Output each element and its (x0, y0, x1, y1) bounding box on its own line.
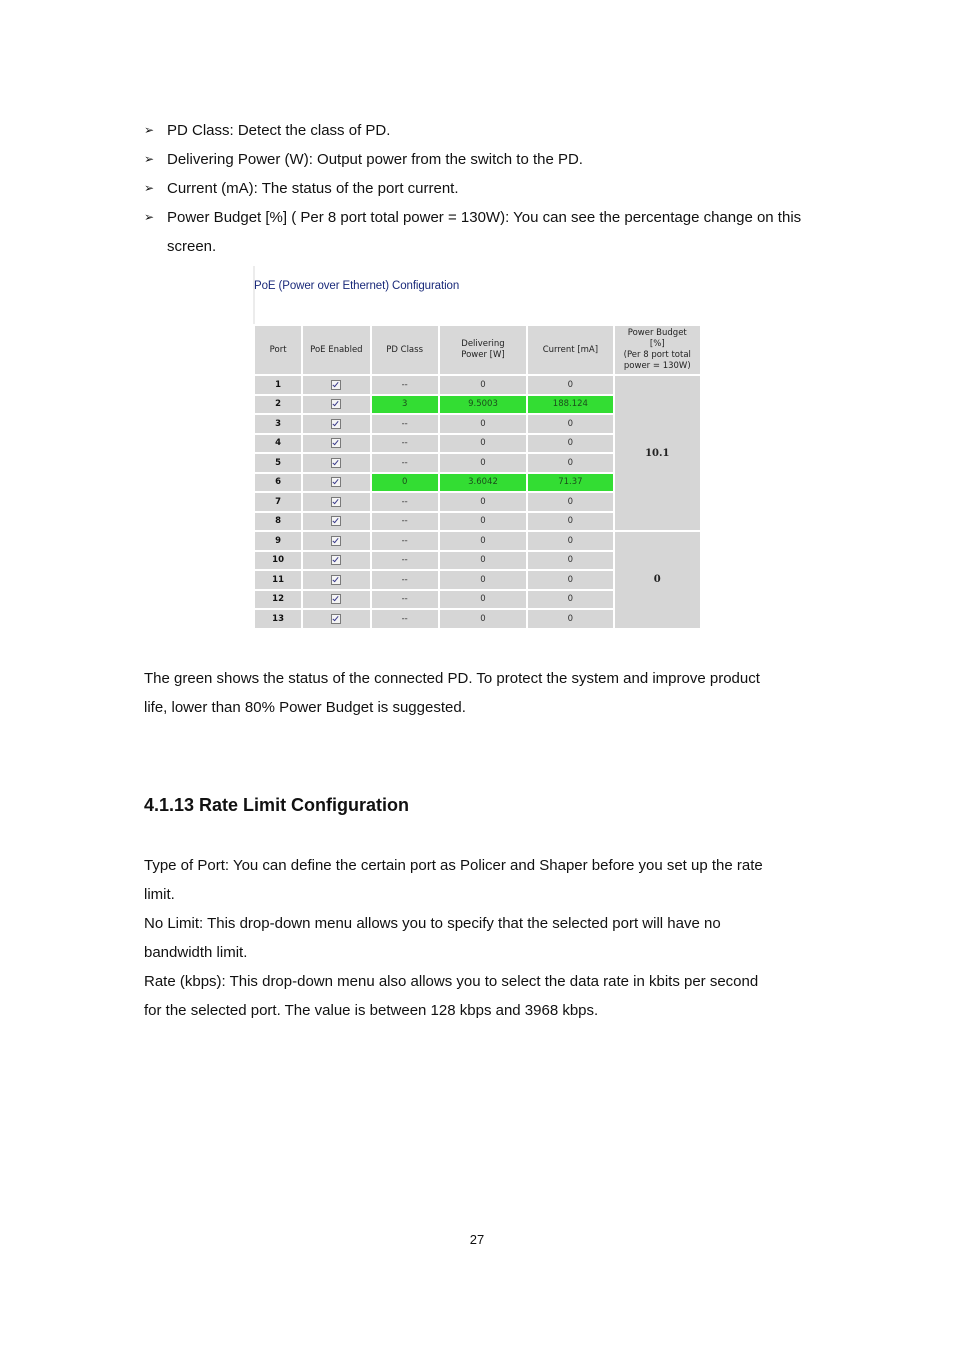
port-cell: 1 (255, 376, 301, 394)
pd-class-cell: -- (372, 532, 438, 550)
poe-enabled-checkbox[interactable] (331, 555, 341, 565)
poe-enabled-cell (303, 415, 369, 433)
current-cell: 71.37 (528, 474, 612, 492)
port-cell: 10 (255, 552, 301, 570)
arrow-bullet-icon: ➢ (144, 152, 155, 166)
pd-class-cell: -- (372, 571, 438, 589)
poe-enabled-checkbox[interactable] (331, 497, 341, 507)
current-cell: 0 (528, 552, 612, 570)
delivering-power-cell: 9.5003 (440, 396, 526, 414)
header-delivering-power: Delivering Power [W] (440, 326, 526, 374)
current-cell: 0 (528, 454, 612, 472)
poe-enabled-cell (303, 571, 369, 589)
table-header-row (255, 326, 700, 374)
port-cell: 3 (255, 415, 301, 433)
current-cell: 0 (528, 435, 612, 453)
poe-table (253, 324, 702, 630)
poe-enabled-cell (303, 396, 369, 414)
delivering-power-cell: 0 (440, 435, 526, 453)
header-poe-enabled: PoE Enabled (303, 326, 369, 374)
delivering-power-cell: 0 (440, 610, 526, 628)
paragraph-line: for the selected port. The value is between 128 kbps and 3968 kbps. (144, 1002, 599, 1019)
poe-enabled-cell (303, 591, 369, 609)
poe-enabled-cell (303, 474, 369, 492)
screenshot-edge (253, 266, 255, 324)
pd-class-cell: 3 (372, 396, 438, 414)
poe-enabled-cell (303, 493, 369, 511)
power-budget-cell: 0 (615, 532, 700, 628)
delivering-power-cell: 0 (440, 513, 526, 531)
poe-enabled-checkbox[interactable] (331, 594, 341, 604)
table-row (255, 376, 700, 394)
delivering-power-cell: 0 (440, 376, 526, 394)
poe-enabled-checkbox[interactable] (331, 516, 341, 526)
header-pd-class: PD Class (372, 326, 438, 374)
current-cell: 0 (528, 610, 612, 628)
arrow-bullet-icon: ➢ (144, 210, 155, 224)
poe-config-screenshot (253, 266, 702, 630)
header-power-budget: Power Budget [%] (Per 8 port total power = 130W) (615, 326, 700, 374)
bullet-list (144, 116, 824, 261)
poe-enabled-checkbox[interactable] (331, 575, 341, 585)
port-cell: 2 (255, 396, 301, 414)
power-budget-cell: 10.1 (615, 376, 700, 530)
poe-enabled-cell (303, 610, 369, 628)
page-number: 27 (469, 1232, 485, 1247)
pd-class-cell: -- (372, 513, 438, 531)
paragraph-line: Type of Port: You can define the certain port as Policer and Shaper before you set up the rate (144, 857, 763, 874)
poe-enabled-checkbox[interactable] (331, 477, 341, 487)
bullet-item: ➢ Delivering Power (W): Output power from the switch to the PD. (144, 145, 824, 174)
pd-class-cell: -- (372, 376, 438, 394)
port-cell: 12 (255, 591, 301, 609)
pd-class-cell: -- (372, 493, 438, 511)
port-cell: 8 (255, 513, 301, 531)
poe-enabled-checkbox[interactable] (331, 536, 341, 546)
note-line-1: The green shows the status of the connected PD. To protect the system and improve product (144, 670, 760, 687)
poe-enabled-cell (303, 532, 369, 550)
arrow-bullet-icon: ➢ (144, 123, 155, 137)
pd-class-cell: -- (372, 610, 438, 628)
port-cell: 11 (255, 571, 301, 589)
current-cell: 0 (528, 376, 612, 394)
arrow-bullet-icon: ➢ (144, 181, 155, 195)
current-cell: 0 (528, 591, 612, 609)
paragraph-line: bandwidth limit. (144, 944, 248, 961)
current-cell: 0 (528, 415, 612, 433)
paragraph-line: limit. (144, 886, 175, 903)
poe-enabled-cell (303, 513, 369, 531)
note-line-2: life, lower than 80% Power Budget is suggested. (144, 699, 466, 716)
screenshot-title: PoE (Power over Ethernet) Configuration (254, 280, 460, 292)
poe-enabled-checkbox[interactable] (331, 438, 341, 448)
port-cell: 5 (255, 454, 301, 472)
pd-class-cell: 0 (372, 474, 438, 492)
poe-enabled-cell (303, 552, 369, 570)
poe-enabled-checkbox[interactable] (331, 380, 341, 390)
pd-class-cell: -- (372, 552, 438, 570)
bullet-item: ➢ Power Budget [%] ( Per 8 port total power = 130W): You can see the percentage change on this screen. (144, 203, 824, 261)
pd-class-cell: -- (372, 435, 438, 453)
paragraph-line: Rate (kbps): This drop-down menu also allows you to select the data rate in kbits per second (144, 973, 759, 990)
port-cell: 6 (255, 474, 301, 492)
bullet-item: ➢ Current (mA): The status of the port current. (144, 174, 824, 203)
current-cell: 188.124 (528, 396, 612, 414)
delivering-power-cell: 0 (440, 415, 526, 433)
poe-enabled-checkbox[interactable] (331, 419, 341, 429)
delivering-power-cell: 0 (440, 552, 526, 570)
paragraph-line: No Limit: This drop-down menu allows you to specify that the selected port will have no (144, 915, 721, 932)
bullet-item: ➢ PD Class: Detect the class of PD. (144, 116, 824, 145)
poe-enabled-checkbox[interactable] (331, 458, 341, 468)
pd-class-cell: -- (372, 591, 438, 609)
table-row (255, 532, 700, 550)
current-cell: 0 (528, 532, 612, 550)
header-current: Current [mA] (528, 326, 612, 374)
current-cell: 0 (528, 513, 612, 531)
poe-enabled-cell (303, 454, 369, 472)
delivering-power-cell: 0 (440, 532, 526, 550)
header-port: Port (255, 326, 301, 374)
section-heading: 4.1.13 Rate Limit Configuration (144, 795, 410, 815)
pd-class-cell: -- (372, 415, 438, 433)
port-cell: 4 (255, 435, 301, 453)
delivering-power-cell: 3.6042 (440, 474, 526, 492)
delivering-power-cell: 0 (440, 571, 526, 589)
poe-enabled-checkbox[interactable] (331, 399, 341, 409)
port-cell: 7 (255, 493, 301, 511)
poe-enabled-cell (303, 435, 369, 453)
current-cell: 0 (528, 493, 612, 511)
delivering-power-cell: 0 (440, 493, 526, 511)
delivering-power-cell: 0 (440, 454, 526, 472)
delivering-power-cell: 0 (440, 591, 526, 609)
port-cell: 9 (255, 532, 301, 550)
current-cell: 0 (528, 571, 612, 589)
poe-enabled-cell (303, 376, 369, 394)
pd-class-cell: -- (372, 454, 438, 472)
poe-enabled-checkbox[interactable] (331, 614, 341, 624)
port-cell: 13 (255, 610, 301, 628)
